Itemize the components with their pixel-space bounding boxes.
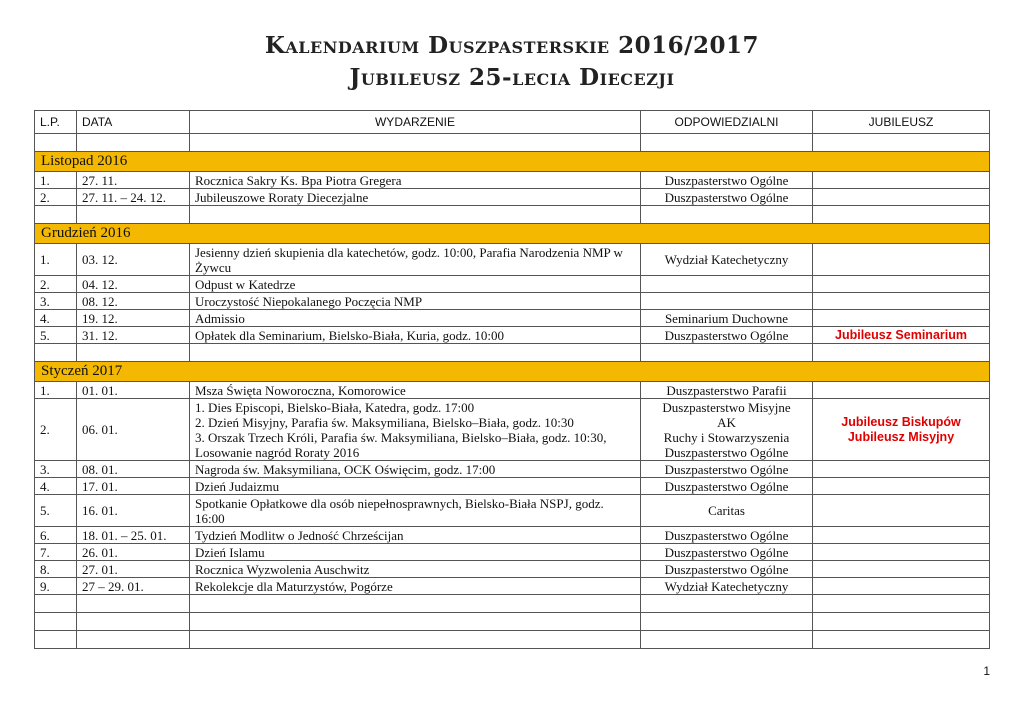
- cell-date: 16. 01.: [77, 495, 190, 527]
- cell-responsible: Duszpasterstwo Ogólne: [641, 561, 813, 578]
- table-header-row: [35, 111, 990, 134]
- table-row: [35, 399, 990, 461]
- cell-lp: 4.: [35, 478, 77, 495]
- table-row: [35, 310, 990, 327]
- table-row: [35, 172, 990, 189]
- cell-lp: 4.: [35, 310, 77, 327]
- month-row-december: [35, 224, 990, 244]
- cell-date: 19. 12.: [77, 310, 190, 327]
- table-row: [35, 382, 990, 399]
- table-row: [35, 327, 990, 344]
- cell-lp: 3.: [35, 293, 77, 310]
- cell-event: Tydzień Modlitw o Jedność Chrześcijan: [190, 527, 641, 544]
- cell-event: [190, 399, 641, 461]
- cell-responsible: Duszpasterstwo Ogólne: [641, 189, 813, 206]
- cell-responsible: Wydział Katechetyczny: [641, 578, 813, 595]
- document-title: Kalendarium Duszpasterskie 2016/2017: [264, 32, 760, 59]
- responsible-line: Duszpasterstwo Misyjne: [662, 399, 791, 415]
- cell-event: Jubileuszowe Roraty Diecezjalne: [190, 189, 641, 206]
- empty-row: [35, 134, 990, 152]
- cell-jubilee: [813, 382, 990, 399]
- cell-lp: 5.: [35, 327, 77, 344]
- cell-jubilee: [813, 578, 990, 595]
- cell-lp: 2.: [35, 399, 77, 461]
- event-line: 2. Dzień Misyjny, Parafia św. Maksymiliana, Bielsko–Biała, godz. 10:30: [195, 414, 574, 430]
- month-row-november: [35, 152, 990, 172]
- empty-row: [35, 613, 990, 631]
- cell-event: Nagroda św. Maksymiliana, OCK Oświęcim, godz. 17:00: [190, 461, 641, 478]
- cell-jubilee: [813, 478, 990, 495]
- cell-date: 08. 01.: [77, 461, 190, 478]
- cell-responsible: [641, 399, 813, 461]
- cell-jubilee: [813, 293, 990, 310]
- cell-jubilee: Jubileusz Seminarium: [813, 327, 990, 344]
- table-row: [35, 495, 990, 527]
- cell-lp: 1.: [35, 382, 77, 399]
- cell-jubilee: [813, 189, 990, 206]
- table-row: [35, 578, 990, 595]
- cell-date: 06. 01.: [77, 399, 190, 461]
- cell-jubilee: [813, 172, 990, 189]
- document-subtitle: Jubileusz 25-lecia Diecezji: [349, 64, 675, 91]
- cell-event: Msza Święta Noworoczna, Komorowice: [190, 382, 641, 399]
- empty-row: [35, 595, 990, 613]
- responsible-line: Ruchy i Stowarzyszenia: [663, 429, 790, 445]
- cell-event: Rocznica Wyzwolenia Auschwitz: [190, 561, 641, 578]
- cell-lp: 6.: [35, 527, 77, 544]
- header-lp: L.P.: [35, 111, 77, 134]
- month-label: Listopad 2016: [35, 152, 990, 172]
- cell-date: 27 – 29. 01.: [77, 578, 190, 595]
- cell-jubilee: [813, 276, 990, 293]
- cell-date: 08. 12.: [77, 293, 190, 310]
- cell-event: Jesienny dzień skupienia dla katechetów, godz. 10:00, Parafia Narodzenia NMP w Żywcu: [190, 244, 641, 276]
- cell-lp: 8.: [35, 561, 77, 578]
- table-row: [35, 293, 990, 310]
- cell-event: Spotkanie Opłatkowe dla osób niepełnosprawnych, Bielsko-Biała NSPJ, godz. 16:00: [190, 495, 641, 527]
- cell-date: 03. 12.: [77, 244, 190, 276]
- cell-jubilee: [813, 495, 990, 527]
- cell-date: 01. 01.: [77, 382, 190, 399]
- event-line: 3. Orszak Trzech Króli, Parafia św. Maksymiliana, Bielsko–Biała, godz. 10:30, Losowanie nagród Roraty 2016: [195, 429, 607, 460]
- empty-row: [35, 344, 990, 362]
- header-event: WYDARZENIE: [190, 111, 641, 134]
- cell-jubilee: [813, 399, 990, 461]
- cell-lp: 1.: [35, 244, 77, 276]
- empty-row: [35, 206, 990, 224]
- cell-jubilee: [813, 310, 990, 327]
- month-label: Styczeń 2017: [35, 362, 990, 382]
- cell-jubilee: [813, 244, 990, 276]
- table-row: [35, 189, 990, 206]
- cell-event: Dzień Judaizmu: [190, 478, 641, 495]
- jubilee-line: Jubileusz Biskupów: [841, 414, 961, 429]
- cell-responsible: Seminarium Duchowne: [641, 310, 813, 327]
- cell-responsible: Wydział Katechetyczny: [641, 244, 813, 276]
- cell-responsible: Duszpasterstwo Parafii: [641, 382, 813, 399]
- table-row: [35, 461, 990, 478]
- page-number: 1: [983, 664, 990, 678]
- cell-date: 18. 01. – 25. 01.: [77, 527, 190, 544]
- table-row: [35, 527, 990, 544]
- cell-event: Odpust w Katedrze: [190, 276, 641, 293]
- cell-date: 26. 01.: [77, 544, 190, 561]
- cell-lp: 5.: [35, 495, 77, 527]
- cell-responsible: Duszpasterstwo Ogólne: [641, 527, 813, 544]
- cell-lp: 2.: [35, 189, 77, 206]
- cell-event: Rocznica Sakry Ks. Bpa Piotra Gregera: [190, 172, 641, 189]
- cell-responsible: Duszpasterstwo Ogólne: [641, 461, 813, 478]
- cell-lp: 3.: [35, 461, 77, 478]
- cell-date: 27. 01.: [77, 561, 190, 578]
- jubilee-line: Jubileusz Misyjny: [847, 429, 955, 444]
- cell-jubilee: [813, 461, 990, 478]
- table-row: [35, 478, 990, 495]
- table-row: [35, 544, 990, 561]
- header-jubilee: JUBILEUSZ: [813, 111, 990, 134]
- cell-event: Opłatek dla Seminarium, Bielsko-Biała, Kuria, godz. 10:00: [190, 327, 641, 344]
- cell-event: Admissio: [190, 310, 641, 327]
- cell-responsible: Duszpasterstwo Ogólne: [641, 478, 813, 495]
- header-responsible: ODPOWIEDZIALNI: [641, 111, 813, 134]
- cell-date: 27. 11.: [77, 172, 190, 189]
- cell-responsible: [641, 276, 813, 293]
- cell-responsible: Duszpasterstwo Ogólne: [641, 544, 813, 561]
- table-row: [35, 244, 990, 276]
- cell-lp: 2.: [35, 276, 77, 293]
- cell-lp: 9.: [35, 578, 77, 595]
- cell-lp: 7.: [35, 544, 77, 561]
- cell-jubilee: [813, 544, 990, 561]
- cell-event: Uroczystość Niepokalanego Poczęcia NMP: [190, 293, 641, 310]
- month-row-january: [35, 362, 990, 382]
- table-row: [35, 561, 990, 578]
- cell-jubilee: [813, 527, 990, 544]
- cell-responsible: Caritas: [641, 495, 813, 527]
- cell-event: Rekolekcje dla Maturzystów, Pogórze: [190, 578, 641, 595]
- responsible-line: AK: [717, 414, 736, 430]
- cell-responsible: [641, 293, 813, 310]
- cell-lp: 1.: [35, 172, 77, 189]
- empty-row: [35, 631, 990, 649]
- cell-responsible: Duszpasterstwo Ogólne: [641, 327, 813, 344]
- cell-date: 17. 01.: [77, 478, 190, 495]
- calendar-table: [34, 110, 990, 649]
- cell-event: Dzień Islamu: [190, 544, 641, 561]
- header-date: DATA: [77, 111, 190, 134]
- month-label: Grudzień 2016: [35, 224, 990, 244]
- cell-jubilee: [813, 561, 990, 578]
- cell-responsible: Duszpasterstwo Ogólne: [641, 172, 813, 189]
- cell-date: 31. 12.: [77, 327, 190, 344]
- table-row: [35, 276, 990, 293]
- cell-date: 27. 11. – 24. 12.: [77, 189, 190, 206]
- responsible-line: Duszpasterstwo Ogólne: [664, 444, 789, 460]
- event-line: 1. Dies Episcopi, Bielsko-Biała, Katedra, godz. 17:00: [195, 399, 475, 415]
- cell-date: 04. 12.: [77, 276, 190, 293]
